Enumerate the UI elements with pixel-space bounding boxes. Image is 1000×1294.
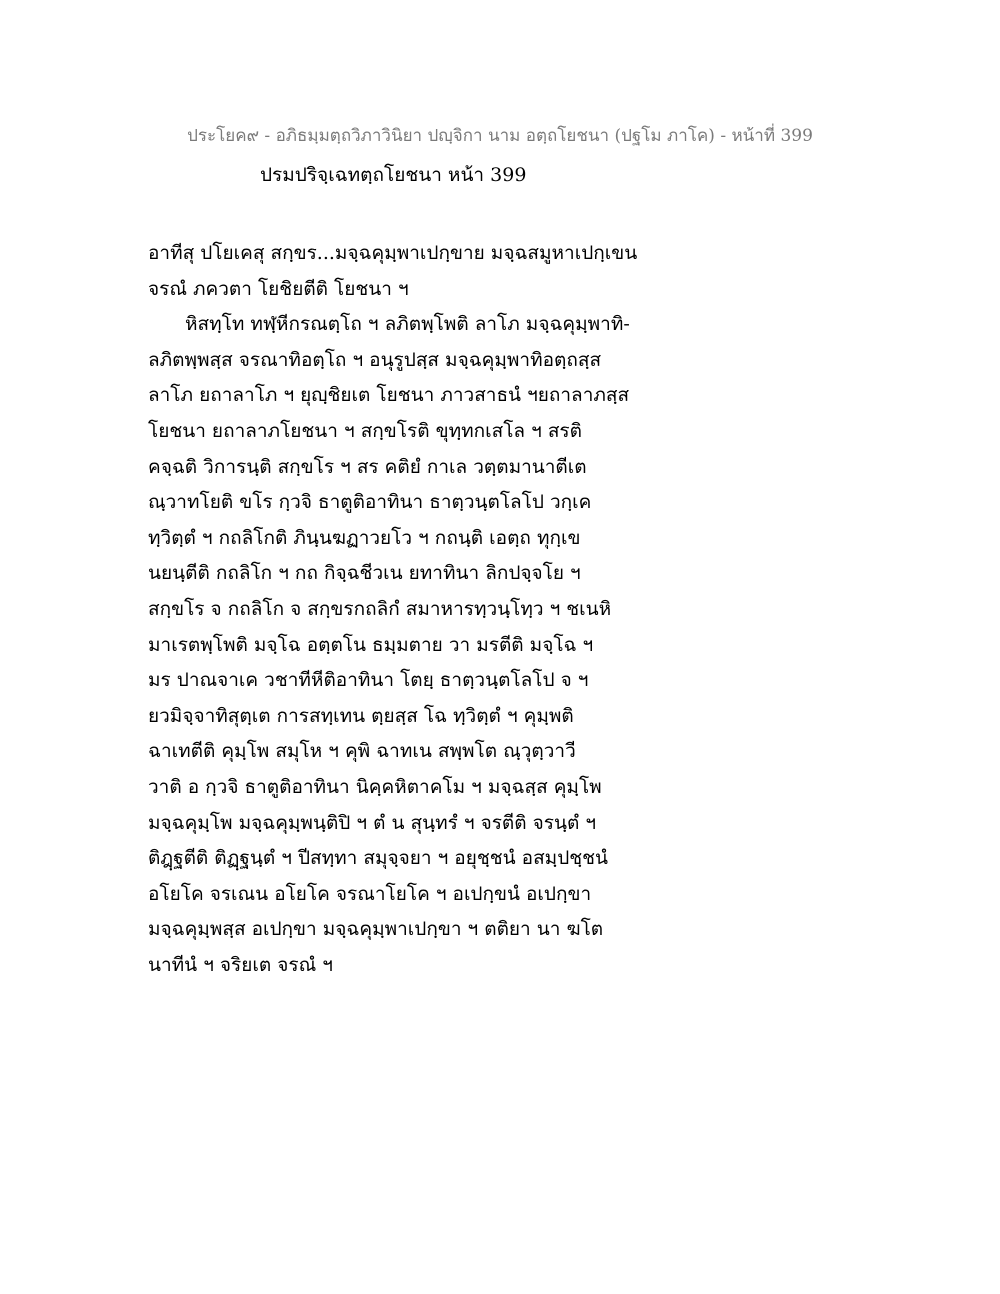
text-line: ลาโภ ยถาลาโภ ฯ ยุญฺชิยเต โยชนา ภาวสาธนํ ฯยถาลาภสฺส [148,384,630,407]
text-line: นาทีนํ ฯ จริยเต จรณํ ฯ [148,953,333,976]
text-line: โยชนา ยถาลาภโยชนา ฯ สกฺขโรติ ขุทฺทกเสโล ฯ สรติ [148,419,582,442]
text-line: อโยโค จรเณน อโยโค จรณาโยโค ฯ อเปกฺขนํ อเปกฺขา [148,882,592,905]
section-title: ปรมปริจฺเฉทตฺถโยชนา หน้า 399 [260,164,527,186]
text-line: สกฺขโร จ กถลิโก จ สกฺขรกถลิกํ สมาหารทฺวนฺโทฺว ฯ ชเนหิ [148,597,612,620]
text-line: ยวมิจฺจาทิสุตฺเต การสทฺเทน ตฺยสฺส โฉ ทฺวิตฺตํ ฯ คุมฺพติ [148,704,574,727]
text-line: ณฺวาทโยติ ขโร กฺวจิ ธาตูติอาทินา ธาตฺวนฺตโลโป วกฺเค [148,491,592,514]
text-line: นยนฺตีติ กถลิโก ฯ กถ กิจฺฉชีวเน ยทาทินา ลิกปจฺจโย ฯ [148,562,581,585]
text-line: ทฺวิตฺตํ ฯ กถลิโกติ ภินฺนฆฏาวยโว ฯ กถนฺติ เอตฺถ ทุกฺเข [148,526,581,549]
text-line: จรณํ ภควตา โยชิยตีติ โยชนา ฯ [148,277,409,300]
text-line: ฉาเทตีติ คุมฺโพ สมุโห ฯ คุพิ ฉาทเน สพฺพโต ณฺวุตฺวาวี [148,740,576,763]
text-line: มจฺฉคุมฺพสฺส อเปกฺขา มจฺฉคุมฺพาเปกฺขา ฯ ตติยา นา ฆโต [148,918,604,941]
body-text [148,236,848,983]
text-line: มจฺฉคุมฺโพ มจฺฉคุมฺพนฺติปิ ฯ ตํ น สุนฺทรํ ฯ จรตีติ จรนฺตํ ฯ [148,811,596,834]
text-line: ติฎฺฐตีติ ติฏฺฐนฺตํ ฯ ปีสทฺทา สมุจฺจยา ฯ อยุชฺชนํ อสมฺปชฺชนํ [148,847,609,870]
text-line: ลภิตพฺพสฺส จรณาทิอตฺโถ ฯ อนุรูปสฺส มจฺฉคุมฺพาทิอตฺถสฺส [148,348,602,371]
text-line: วาติ อ กฺวจิ ธาตูติอาทินา นิคฺคหิตาคโม ฯ มจฺฉสฺส คุมฺโพ [148,775,602,798]
text-line: หิสทฺโท ทฬฺหีกรณตฺโถ ฯ ลภิตพฺโพติ ลาโภ มจฺฉคุมฺพาทิ- [185,313,630,336]
text-line: มาเรตพฺโพติ มจฺโฉ อตฺตโน ธมฺมตาย วา มรตีติ มจฺโฉ ฯ [148,633,594,656]
text-line: มร ปาณจาเค วชาทีหีติอาทินา โตยฺ ธาตฺวนฺตโลโป จ ฯ [148,669,589,692]
text-line: คจฺฉติ วิการนฺติ สกฺขโร ฯ สร คติยํ กาเล วตฺตมานาตีเต [148,455,587,478]
running-header: ประโยค๙ - อภิธมฺมตฺถวิภาวินิยา ปญฺจิกา นาม อตฺถโยชนา (ปฐโม ภาโค) - หน้าที่ 399 [187,126,813,146]
text-line: อาทีสุ ปโยเคสุ สกฺขร...มจฺฉคุมฺพาเปกฺขาย มจฺฉสมูหาเปกฺเขน [148,242,638,264]
